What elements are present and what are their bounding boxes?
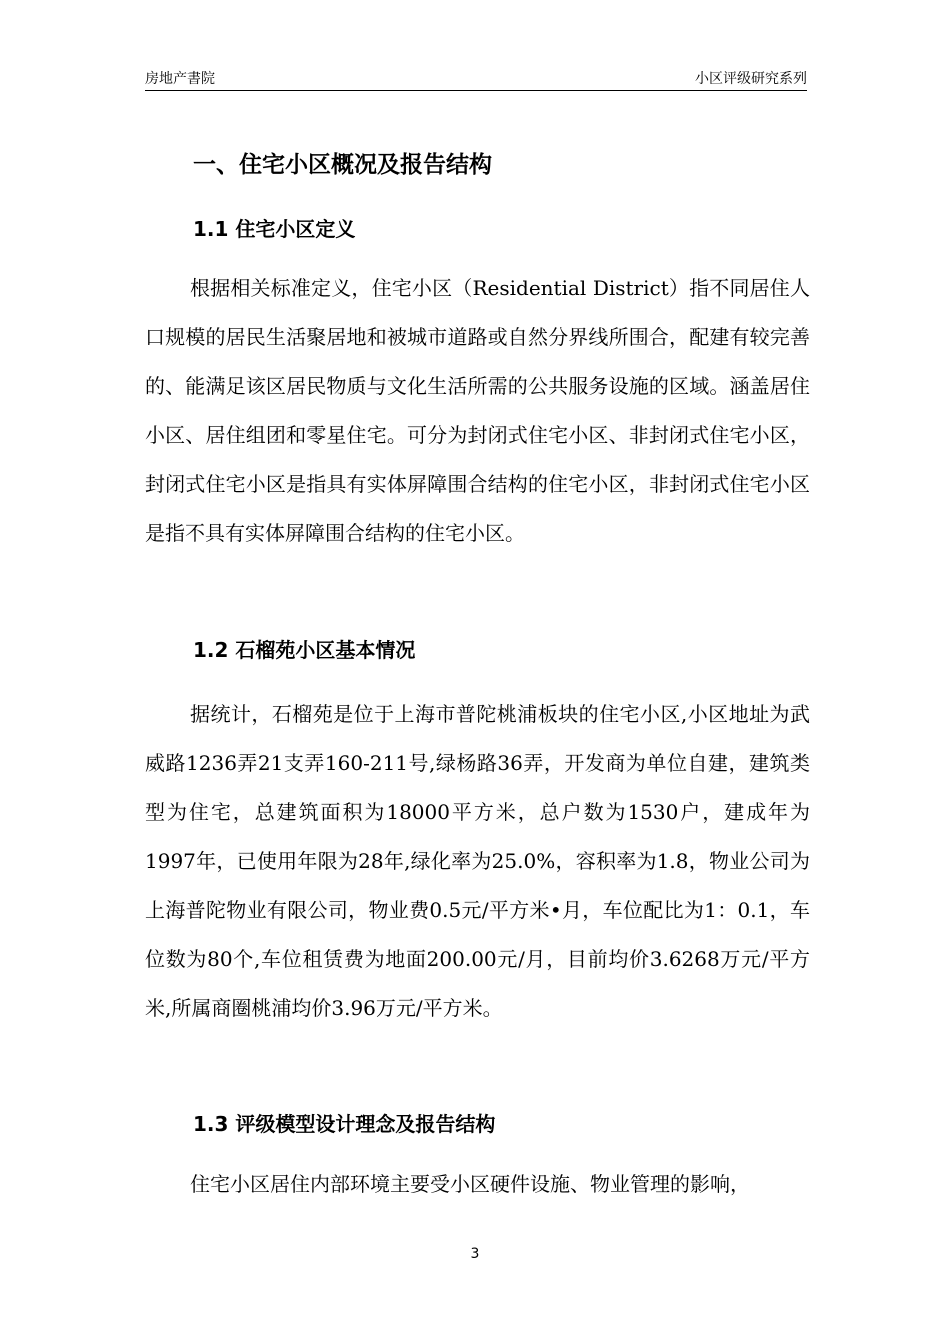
- paragraph-definition: 根据相关标准定义，住宅小区（Residential District）指不同居住人口规模的居民生活聚居地和被城市道路或自然分界线所围合，配建有较完善的、能满足该区居民物质与文化生活所需的公共服务设施的区域。涵盖居住小区、居住组团和零星住宅。可分为封闭式住宅小区、非封闭式住宅小区，封闭式住宅小区是指具有实体屏障围合结构的住宅小区，非封闭式住宅小区是指不具有实体屏障围合结构的住宅小区。: [145, 276, 810, 545]
- page-number: 3: [470, 1246, 480, 1262]
- page-header: [145, 64, 807, 91]
- subsection-heading-1-2: 1.2 石榴苑小区基本情况: [193, 638, 416, 662]
- subsection-heading-1-3: 1.3 评级模型设计理念及报告结构: [193, 1112, 496, 1136]
- subsection-heading-1-1: 1.1 住宅小区定义: [193, 217, 356, 241]
- header-series-title: 小区评级研究系列: [695, 71, 807, 87]
- section-title: 一、住宅小区概况及报告结构: [193, 152, 492, 178]
- header-publisher: 房地产書院: [145, 71, 215, 87]
- paragraph-basic-info: 据统计，石榴苑是位于上海市普陀桃浦板块的住宅小区,小区地址为武威路1236弄21支弄160-211号,绿杨路36弄，开发商为单位自建，建筑类型为住宅，总建筑面积为18000平方米，总户数为1530户，建成年为1997年，已使用年限为28年,绿化率为25.0%，容积率为1.8，物业公司为上海普陀物业有限公司，物业费0.5元/平方米•月，车位配比为1：0.1，车位数为80个,车位租赁费为地面200.00元/月，目前均价3.6268万元/平方米,所属商圈桃浦均价3.96万元/平方米。: [145, 702, 810, 1020]
- paragraph-model-design: 住宅小区居住内部环境主要受小区硬件设施、物业管理的影响，: [190, 1172, 750, 1196]
